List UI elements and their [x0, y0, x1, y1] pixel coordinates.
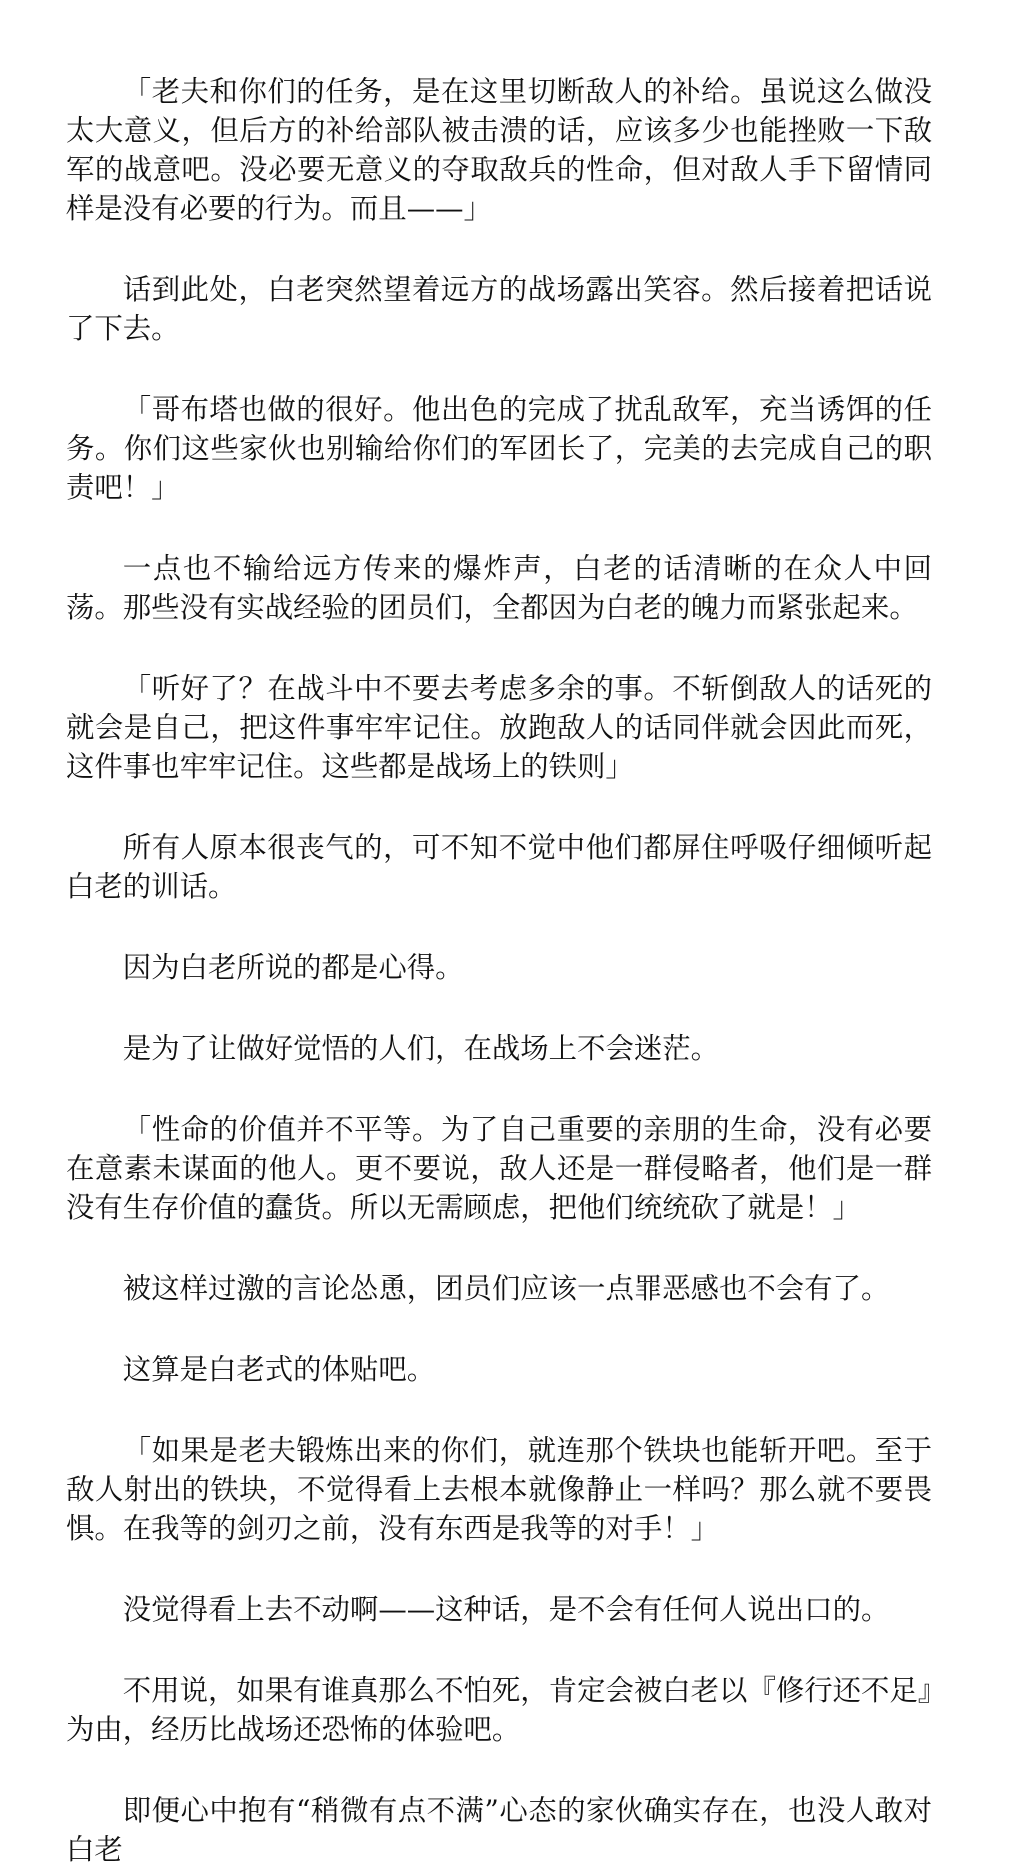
paragraph: 话到此处，白老突然望着远方的战场露出笑容。然后接着把话说了下去。 — [66, 273, 932, 345]
paragraph: 因为白老所说的都是心得。 — [122, 951, 464, 984]
paragraph: 即便心中抱有“稍微有点不满”心态的家伙确实存在，也没人敢对白老 — [66, 1794, 932, 1866]
paragraph: 「老夫和你们的任务，是在这里切断敌人的补给。虽说这么做没太大意义，但后方的补给部队被击溃的话，应该多少也能挫败一下敌军的战意吧。没必要无意义的夺取敌兵的性命，但对敌人手下留情同样是没有必要的行为。而且——」 — [66, 75, 932, 225]
paragraph: 是为了让做好觉悟的人们，在战场上不会迷茫。 — [122, 1032, 720, 1065]
document-page — [66, 72, 932, 1869]
paragraph: 所有人原本很丧气的，可不知不觉中他们都屏住呼吸仔细倾听起白老的训话。 — [66, 831, 932, 903]
paragraph: 「如果是老夫锻炼出来的你们，就连那个铁块也能斩开吧。至于敌人射出的铁块，不觉得看上去根本就像静止一样吗？那么就不要畏惧。在我等的剑刃之前，没有东西是我等的对手！」 — [66, 1434, 932, 1545]
paragraph: 「听好了？在战斗中不要去考虑多余的事。不斩倒敌人的话死的就会是自己，把这件事牢牢记住。放跑敌人的话同伴就会因此而死，这件事也牢牢记住。这些都是战场上的铁则」 — [66, 672, 932, 783]
paragraph: 被这样过激的言论怂恿，团员们应该一点罪恶感也不会有了。 — [122, 1272, 890, 1305]
paragraph: 这算是白老式的体贴吧。 — [122, 1353, 436, 1386]
paragraph: 没觉得看上去不动啊——这种话，是不会有任何人说出口的。 — [122, 1593, 890, 1626]
paragraph: 「性命的价值并不平等。为了自己重要的亲朋的生命，没有必要在意素未谋面的他人。更不要说，敌人还是一群侵略者，他们是一群没有生存价值的蠢货。所以无需顾虑，把他们统统砍了就是！」 — [66, 1113, 932, 1224]
paragraph: 「哥布塔也做的很好。他出色的完成了扰乱敌军，充当诱饵的任务。你们这些家伙也别输给你们的军团长了，完美的去完成自己的职责吧！」 — [66, 393, 932, 504]
paragraph: 不用说，如果有谁真那么不怕死，肯定会被白老以『修行还不足』为由，经历比战场还恐怖的体验吧。 — [66, 1674, 932, 1746]
paragraph: 一点也不输给远方传来的爆炸声，白老的话清晰的在众人中回荡。那些没有实战经验的团员们，全都因为白老的魄力而紧张起来。 — [66, 552, 932, 624]
